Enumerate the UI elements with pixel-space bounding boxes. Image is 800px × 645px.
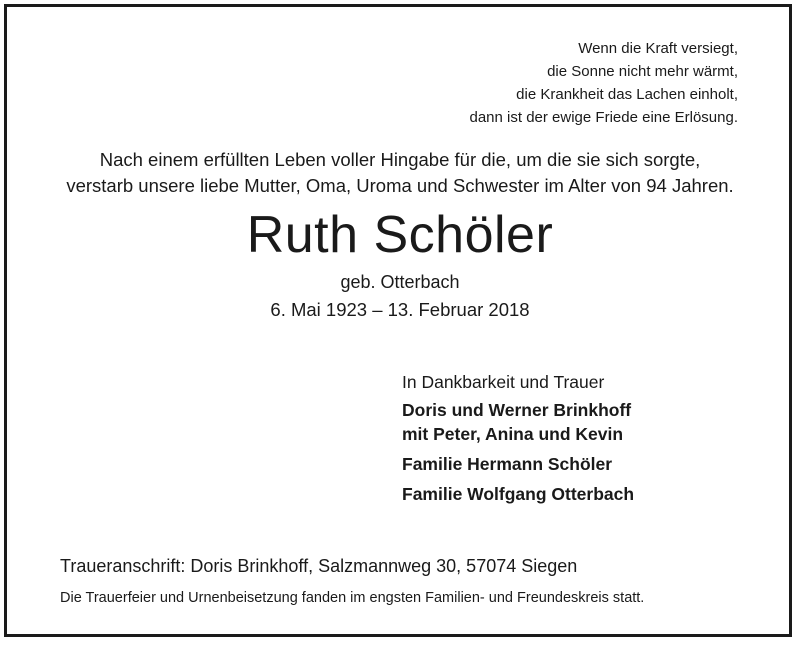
mourner-line: Familie Wolfgang Otterbach: [402, 484, 635, 504]
poem-line: Wenn die Kraft versiegt,: [578, 40, 738, 57]
mourners-lead: In Dankbarkeit und Trauer: [402, 372, 605, 392]
poem-line: die Krankheit das Lachen einholt,: [516, 86, 738, 103]
poem-line: die Sonne nicht mehr wärmt,: [547, 63, 738, 80]
poem-line: dann ist der ewige Friede eine Erlösung.: [469, 109, 738, 126]
intro-line: Nach einem erfüllten Leben voller Hingabe für die, um die sie sich sorgte,: [99, 149, 701, 170]
mourner-line: Familie Hermann Schöler: [402, 454, 613, 474]
maiden-name: geb. Otterbach: [340, 272, 460, 292]
mourners-block: [402, 370, 634, 512]
mourner-family: [402, 482, 634, 506]
mourner-line: Doris und Werner Brinkhoff: [402, 400, 632, 420]
funeral-note: Die Trauerfeier und Urnenbeisetzung fanden im engsten Familien- und Freundeskreis statt.: [60, 590, 645, 606]
mourner-line: mit Peter, Anina und Kevin: [402, 424, 624, 444]
mourning-address: Traueranschrift: Doris Brinkhoff, Salzmannweg 30, 57074 Siegen: [60, 556, 578, 576]
mourner-family: [402, 398, 634, 446]
poem: [470, 37, 739, 129]
life-dates: 6. Mai 1923 – 13. Februar 2018: [270, 299, 530, 320]
mourner-family: [402, 452, 634, 476]
intro-line: verstarb unsere liebe Mutter, Oma, Uroma und Schwester im Alter von 94 Jahren.: [66, 175, 734, 196]
intro-text: [0, 147, 800, 199]
deceased-name: Ruth Schöler: [246, 206, 554, 264]
